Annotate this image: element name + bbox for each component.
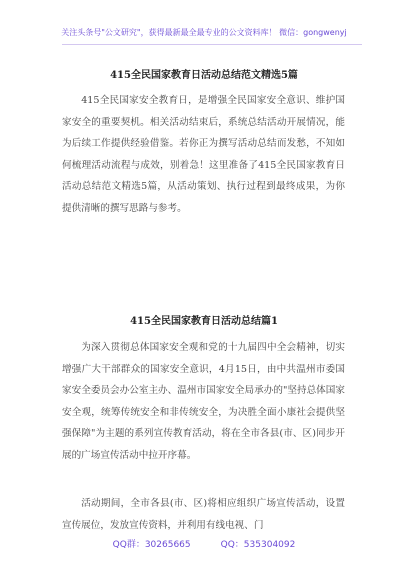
intro-paragraph: 415全民国家安全教育日，是增强全民国家安全意识、维护国家安全的重要契机。相关活动结束后，系统总结活动开展情况，能为后续工作提供经验借鉴。若你正为撰写活动总结而发愁，不知如何梳理活动流程与成效，别着急！这里准备了415全民国家教育日活动总结范文精选5篇，从活动策划、执行过程到最终成果，为你提供清晰的撰写思路与参考。 — [62, 95, 345, 214]
document-title: 415全民国家教育日活动总结范文精选5篇 — [110, 70, 298, 81]
body-paragraph-1: 为深入贯彻总体国家安全观和党的十九届四中全会精神，切实增强广大干部群众的国家安全意识，4月15日，由中共温州市委国家安全委员会办公室主办、温州市国家安全局承办的"坚持总体国家安全观，统筹传统安全和非传统安全，为决胜全面小康社会提供坚强保障"为主题的系列宣传教育活动，将在全市各县(市、区)同步开展的广场宣传活动中拉开序幕。 — [62, 342, 345, 461]
body-paragraph-2: 活动期间，全市各县(市、区)将相应组织广场宣传活动，设置宣传展位，发放宣传资料，并利用有线电视、门 — [62, 498, 345, 531]
header-banner: 关注头条号"公文研究"，获得最新最全最专业的公文资料库！ 微信：gongwenyj — [61, 28, 347, 37]
header-divider — [62, 44, 362, 45]
footer-qq-group: QQ群：30265665 — [112, 540, 191, 550]
section-title: 415全民国家教育日活动总结篇1 — [130, 316, 278, 327]
footer-qq: QQ：535304092 — [220, 540, 296, 550]
footer-contact — [0, 537, 408, 550]
